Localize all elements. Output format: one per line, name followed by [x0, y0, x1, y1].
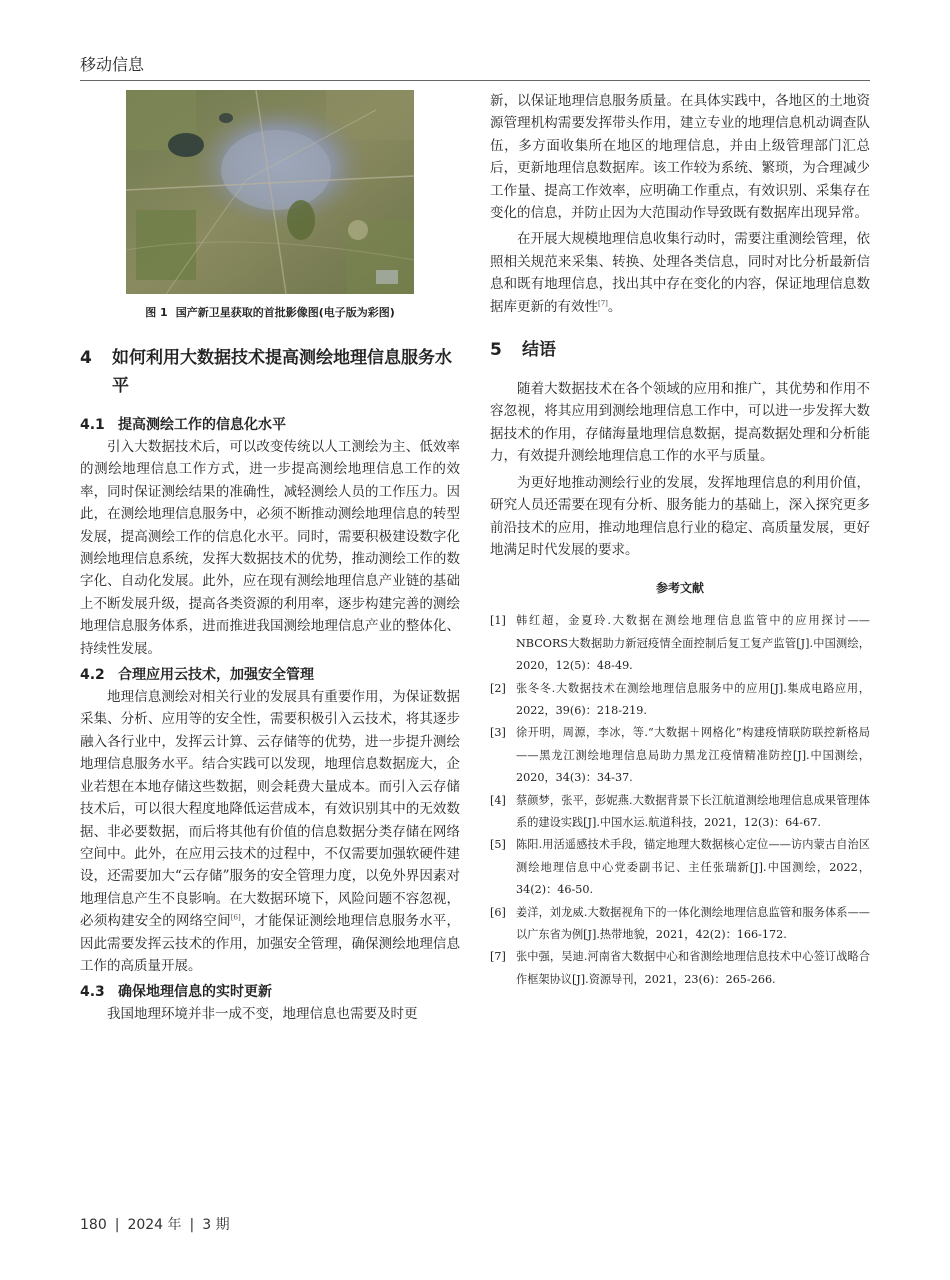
footer-separator: |	[189, 1217, 195, 1233]
subsection-4-3-title: 确保地理信息的实时更新	[118, 984, 272, 1001]
reference-index: [7]	[490, 950, 506, 964]
subsection-4-3-heading	[80, 981, 460, 1003]
figure-label: 图 1	[145, 306, 168, 319]
satellite-image	[126, 90, 414, 294]
subsection-4-1-number: 4.1	[80, 417, 105, 433]
reference-text: 张中强，吴迪.河南省大数据中心和省测绘地理信息技术中心签订战略合作框架协议[J].资源导刊，2021，23(6)：265-266.	[516, 950, 870, 986]
paragraph-5-2: 为更好地推动测绘行业的发展，发挥地理信息的利用价值，研究人员还需要在现有分析、服务能力的基础上，深入探究更多前沿技术的应用，推动地理信息行业的稳定、高质量发展，更好地满足时代发展的要求。	[490, 474, 870, 558]
footer-year: 2024 年	[127, 1217, 182, 1233]
paragraph-4-2-part2: ，才能保证测绘地理信息服务水平，因此需要发挥云技术的作用，加强安全管理，确保测绘地理信息工作的高质量开展。	[80, 913, 461, 974]
reference-text: 韩红超，金夏玲.大数据在测绘地理信息监管中的应用探讨——NBCORS大数据助力新冠疫情全面控制后复工复产监管[J].中国测绘，2020，12(5)：48-49.	[516, 614, 870, 673]
reference-text: 陈阳.用活遥感技术手段，锚定地理大数据核心定位——访内蒙古自治区测绘地理信息中心党委副书记、主任张瑞新[J].中国测绘，2022，34(2)：46-50.	[516, 838, 870, 897]
paragraph-4-2-part1: 地理信息测绘对相关行业的发展具有重要作用，为保证数据采集、分析、应用等的安全性，需要积极引入云技术，将其逐步融入各行业中，发挥云计算、云存储等的优势，进一步提升测绘地理信息服务水平。结合实践可以发现，地理信息数据庞大，企业若想在本地存储这些数据，则会耗费大量成本。而引入云存储技术后，可以很大程度地降低运营成本，有效识别其中的无效数据、非必要数据，而后将其他有价值的信息数据分类存储在网络空间中。此外，在应用云技术的过程中，不仅需要加强软硬件建设，还需要加大“云存储”服务的安全管理力度，以免外界因素对地理信息产生不良影响。在大数据环境下，风险问题不容忽视，必须构建安全的网络空间	[80, 689, 460, 930]
section-5-number: 5	[490, 340, 502, 361]
reference-index: [2]	[490, 681, 506, 695]
subsection-4-2-title: 合理应用云技术，加强安全管理	[118, 667, 314, 684]
paragraph-5-1: 随着大数据技术在各个领域的应用和推广，其优势和作用不容忽视，将其应用到测绘地理信息工作中，可以进一步发挥大数据技术的作用，存储海量地理信息数据，提高数据处理和分析能力，有效提升测绘地理信息工作的水平与质量。	[490, 381, 870, 465]
header-rule	[80, 80, 870, 81]
section-4-number: 4	[80, 348, 92, 368]
reference-item	[490, 946, 870, 991]
references-title: 参考文献	[655, 581, 704, 596]
page-footer	[80, 1214, 230, 1234]
footer-issue: 3 期	[202, 1217, 230, 1233]
figure-caption-text: 国产新卫星获取的首批影像图(电子版为彩图)	[175, 306, 395, 319]
journal-name: 移动信息	[80, 55, 145, 74]
page-number: 180	[80, 1217, 107, 1233]
paragraph-4-3-second	[490, 228, 870, 318]
reference-item	[490, 610, 870, 677]
reference-index: [1]	[490, 614, 506, 628]
reference-list	[490, 610, 870, 991]
subsection-4-2-heading	[80, 664, 460, 686]
reference-index: [4]	[490, 793, 506, 807]
reference-item	[490, 902, 870, 947]
left-column	[80, 90, 460, 1026]
footer-separator: |	[114, 1217, 120, 1233]
citation-6: [6]	[230, 913, 241, 922]
section-5-title: 结语	[522, 340, 556, 361]
paragraph-4-3-continued: 新，以保证地理信息服务质量。在具体实践中，各地区的土地资源管理机构需要发挥带头作用，建立专业的地理信息机动调查队伍，多方面收集所在地区的地理信息，并由上级管理部门汇总后，更新地理信息数据库。该工作较为系统、繁琐，为合理减少工作量、提高工作效率，应明确工作重点，有效识别、采集存在变化的信息，并防止因为大范围动作导致既有数据库出现异常。	[490, 93, 870, 222]
citation-7: [7]	[598, 299, 608, 308]
subsection-4-3-number: 4.3	[80, 984, 105, 1001]
section-4-title: 如何利用大数据技术提高测绘地理信息服务水平	[112, 348, 452, 396]
reference-index: [6]	[490, 905, 506, 919]
reference-index: [5]	[490, 838, 506, 852]
reference-text: 张冬冬.大数据技术在测绘地理信息服务中的应用[J].集成电路应用，2022，39(6)：218-219.	[516, 681, 870, 717]
reference-text: 姜洋，刘龙威.大数据视角下的一体化测绘地理信息监管和服务体系——以广东省为例[J].热带地貌，2021，42(2)：166-172.	[516, 905, 870, 941]
paragraph-4-1: 引入大数据技术后，可以改变传统以人工测绘为主、低效率的测绘地理信息工作方式，进一步提高测绘地理信息工作的效率，同时保证测绘结果的准确性，减轻测绘人员的工作压力。因此，在测绘地理信息服务中，必须不断推动测绘地理信息的转型发展，提高测绘工作的信息化水平。同时，需要积极建设数字化测绘地理信息系统，发挥大数据技术的优势，推动测绘工作的数字化、自动化发展。此外，应在现有测绘地理信息产业链的基础上不断发展升级，提高各类资源的利用率，逐步构建完善的测绘地理信息服务体系，进而推进我国测绘地理信息产业的整体化、持续性发展。	[80, 439, 460, 657]
paragraph-4-3-start: 我国地理环境并非一成不变，地理信息也需要及时更	[107, 1006, 418, 1023]
reference-item	[490, 678, 870, 723]
reference-item	[490, 834, 870, 901]
reference-index: [3]	[490, 726, 506, 740]
right-column	[490, 90, 870, 991]
subsection-4-2-number: 4.2	[80, 667, 105, 684]
figure-caption	[80, 304, 460, 320]
reference-item	[490, 722, 870, 789]
section-4-heading	[80, 344, 460, 400]
reference-text: 徐开明，周源，李冰，等.“大数据＋网格化”构建疫情联防联控新格局——黑龙江测绘地理信息局助力黑龙江疫情精准防控[J].中国测绘，2020，34(3)：34-37.	[516, 726, 870, 785]
reference-item	[490, 790, 870, 835]
subsection-4-1-title: 提高测绘工作的信息化水平	[118, 417, 286, 433]
reference-text: 蔡颜梦，张平，彭妮燕.大数据背景下长江航道测绘地理信息成果管理体系的建设实践[J].中国水运.航道科技，2021，12(3)：64-67.	[516, 793, 870, 829]
paragraph-4-3-second-text: 在开展大规模地理信息收集行动时，需要注重测绘管理，依照相关规范来采集、转换、处理各类信息，同时对比分析最新信息和既有地理信息，找出其中存在变化的内容，保证地理信息数据库更新的有效性	[490, 231, 870, 315]
paragraph-4-2	[80, 686, 460, 977]
subsection-4-1-heading	[80, 414, 460, 436]
section-5-heading	[490, 336, 870, 364]
paragraph-4-3-second-end: 。	[607, 298, 622, 315]
